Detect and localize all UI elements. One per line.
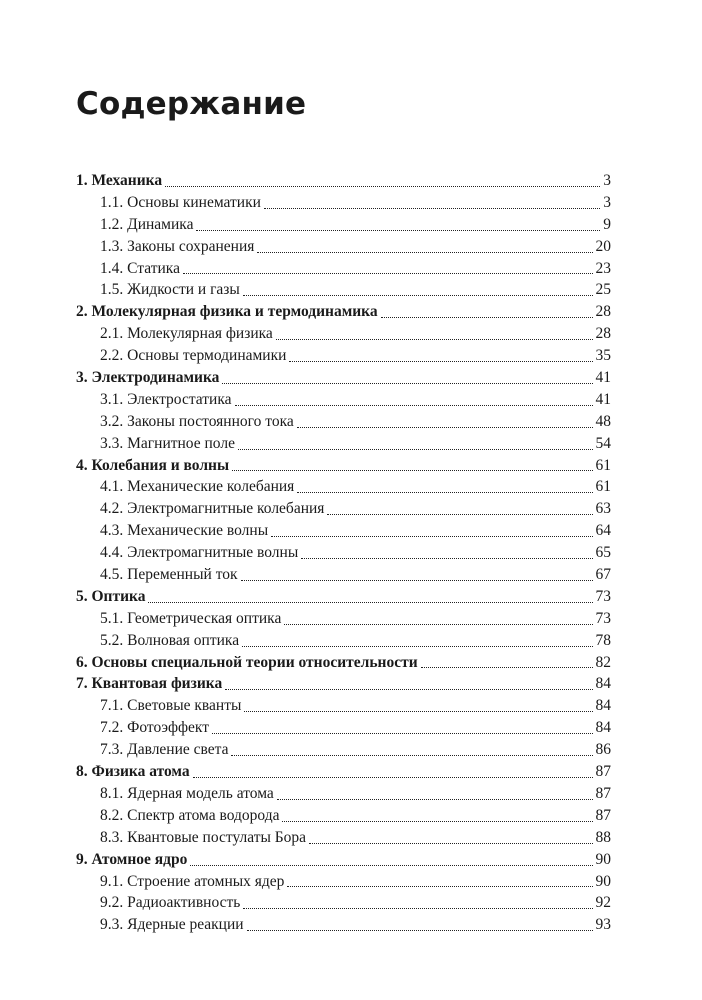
dot-leader	[243, 907, 592, 909]
toc-page-number: 87	[595, 763, 611, 781]
toc-entry-title: 3. Электродинамика	[76, 369, 220, 387]
toc-section-entry[interactable]	[76, 520, 611, 542]
toc-entry-title: 1.2. Динамика	[100, 215, 194, 233]
toc-entry-title: 1. Механика	[76, 172, 163, 189]
toc-entry-title: 1.4. Статика	[100, 259, 180, 277]
toc-entry-title: 8.2. Спектр атома водорода	[100, 806, 280, 824]
toc-chapter-entry[interactable]	[76, 367, 611, 389]
toc-page-number: 84	[595, 675, 611, 693]
toc-section-entry[interactable]	[76, 564, 611, 586]
toc-entry-title: 4.3. Механические волны	[100, 522, 269, 540]
dot-leader	[282, 820, 592, 822]
toc-section-entry[interactable]	[76, 389, 611, 411]
toc-section-entry[interactable]	[76, 433, 611, 455]
toc-section-entry[interactable]	[76, 236, 611, 258]
toc-chapter-entry[interactable]	[76, 170, 611, 192]
dot-leader	[284, 623, 592, 625]
toc-page-number: 87	[595, 806, 611, 824]
toc-page-number: 92	[595, 894, 611, 912]
toc-page-number: 73	[595, 587, 611, 605]
toc-entry-title: 7. Квантовая физика	[76, 675, 223, 693]
dot-leader	[241, 579, 593, 581]
toc-section-entry[interactable]	[76, 192, 611, 214]
toc-section-entry[interactable]	[76, 630, 611, 652]
toc-entry-title: 3.3. Магнитное поле	[100, 434, 235, 452]
toc-section-entry[interactable]	[76, 214, 611, 236]
toc-page-number: 61	[595, 456, 611, 474]
dot-leader	[301, 557, 592, 559]
toc-page-number: 64	[595, 522, 611, 540]
toc-entry-title: 5.1. Геометрическая оптика	[100, 609, 282, 627]
toc-page-number: 25	[595, 281, 611, 299]
toc-page-number: 73	[595, 609, 611, 627]
toc-entry-title: 3.1. Электростатика	[100, 390, 232, 408]
toc-entry-title: 8.1. Ядерная модель атома	[100, 784, 274, 802]
dot-leader	[271, 535, 592, 537]
toc-section-entry[interactable]	[76, 827, 611, 849]
toc-chapter-entry[interactable]	[76, 586, 611, 608]
toc-entry-title: 1.3. Законы сохранения	[100, 237, 255, 255]
dot-leader	[235, 404, 593, 406]
dot-leader	[165, 185, 600, 187]
toc-page-number: 65	[595, 544, 611, 562]
toc-entry-title: 8. Физика атома	[76, 763, 190, 781]
dot-leader	[257, 251, 592, 253]
table-of-contents	[76, 170, 611, 936]
toc-section-entry[interactable]	[76, 871, 611, 893]
toc-section-entry[interactable]	[76, 717, 611, 739]
toc-page-number: 90	[595, 850, 611, 868]
toc-page-number: 78	[595, 631, 611, 649]
toc-entry-title: 5. Оптика	[76, 587, 146, 605]
toc-section-entry[interactable]	[76, 695, 611, 717]
toc-entry-title: 6. Основы специальной теории относительности	[76, 653, 418, 671]
toc-entry-title: 3.2. Законы постоянного тока	[100, 412, 294, 430]
toc-page-number: 48	[595, 412, 611, 430]
toc-page-number: 9	[603, 215, 611, 233]
dot-leader	[212, 732, 593, 734]
toc-page-number: 28	[595, 325, 611, 343]
page-title: Содержание	[76, 86, 307, 122]
dot-leader	[276, 338, 593, 340]
toc-entry-title: 9.3. Ядерные реакции	[100, 916, 244, 934]
toc-section-entry[interactable]	[76, 542, 611, 564]
toc-page-number: 67	[595, 566, 611, 584]
toc-section-entry[interactable]	[76, 608, 611, 630]
toc-chapter-entry[interactable]	[76, 761, 611, 783]
dot-leader	[244, 710, 592, 712]
toc-page-number: 54	[595, 434, 611, 452]
dot-leader	[243, 294, 593, 296]
toc-section-entry[interactable]	[76, 892, 611, 914]
dot-leader	[183, 272, 593, 274]
toc-section-entry[interactable]	[76, 258, 611, 280]
toc-page-number: 84	[595, 697, 611, 715]
toc-section-entry[interactable]	[76, 411, 611, 433]
toc-entry-title: 9. Атомное ядро	[76, 850, 188, 868]
toc-page-number: 61	[595, 478, 611, 496]
dot-leader	[148, 601, 592, 603]
toc-page-number: 3	[603, 172, 611, 189]
toc-entry-title: 7.2. Фотоэффект	[100, 719, 209, 737]
dot-leader	[381, 316, 593, 318]
toc-page-number: 93	[595, 916, 611, 934]
toc-section-entry[interactable]	[76, 739, 611, 761]
toc-page-number: 23	[595, 259, 611, 277]
toc-page-number: 90	[595, 872, 611, 890]
toc-chapter-entry[interactable]	[76, 673, 611, 695]
dot-leader	[264, 207, 600, 209]
dot-leader	[247, 929, 593, 931]
toc-entry-title: 4.2. Электромагнитные колебания	[100, 500, 325, 518]
dot-leader	[421, 666, 593, 668]
toc-entry-title: 8.3. Квантовые постулаты Бора	[100, 828, 307, 846]
toc-entry-title: 9.1. Строение атомных ядер	[100, 872, 285, 890]
toc-page-number: 41	[595, 390, 611, 408]
toc-entry-title: 4.1. Механические колебания	[100, 478, 295, 496]
dot-leader	[225, 688, 592, 690]
dot-leader	[196, 229, 600, 231]
toc-page-number: 3	[603, 193, 611, 211]
dot-leader	[193, 776, 593, 778]
toc-entry-title: 2.1. Молекулярная физика	[100, 325, 273, 343]
dot-leader	[327, 513, 592, 515]
toc-chapter-entry[interactable]	[76, 301, 611, 323]
dot-leader	[297, 426, 593, 428]
toc-chapter-entry[interactable]	[76, 652, 611, 674]
toc-entry-title: 4.4. Электромагнитные волны	[100, 544, 299, 562]
toc-page-number: 82	[595, 653, 611, 671]
toc-entry-title: 2. Молекулярная физика и термодинамика	[76, 303, 378, 321]
toc-section-entry[interactable]	[76, 476, 611, 498]
toc-entry-title: 7.1. Световые кванты	[100, 697, 242, 715]
dot-leader	[277, 798, 593, 800]
toc-page-number: 88	[595, 828, 611, 846]
dot-leader	[231, 754, 592, 756]
toc-entry-title: 1.5. Жидкости и газы	[100, 281, 240, 299]
toc-page-number: 63	[595, 500, 611, 518]
toc-entry-title: 4.5. Переменный ток	[100, 566, 238, 584]
toc-page-number: 20	[595, 237, 611, 255]
dot-leader	[289, 360, 592, 362]
toc-section-entry[interactable]	[76, 345, 611, 367]
toc-page-number: 87	[595, 784, 611, 802]
dot-leader	[242, 645, 592, 647]
toc-page-number: 84	[595, 719, 611, 737]
toc-entry-title: 1.1. Основы кинематики	[100, 193, 261, 211]
toc-section-entry[interactable]	[76, 805, 611, 827]
dot-leader	[287, 885, 592, 887]
toc-section-entry[interactable]	[76, 783, 611, 805]
toc-entry-title: 4. Колебания и волны	[76, 456, 230, 474]
toc-section-entry[interactable]	[76, 279, 611, 301]
toc-section-entry[interactable]	[76, 323, 611, 345]
dot-leader	[238, 448, 593, 450]
toc-page-number: 41	[595, 369, 611, 387]
toc-page-number: 86	[595, 741, 611, 759]
toc-page-number: 35	[595, 347, 611, 365]
toc-entry-title: 5.2. Волновая оптика	[100, 631, 240, 649]
toc-section-entry[interactable]	[76, 498, 611, 520]
dot-leader	[232, 469, 592, 471]
dot-leader	[222, 382, 592, 384]
dot-leader	[297, 491, 592, 493]
toc-section-entry[interactable]	[76, 914, 611, 936]
toc-entry-title: 7.3. Давление света	[100, 741, 229, 759]
toc-chapter-entry[interactable]	[76, 849, 611, 871]
toc-entry-title: 9.2. Радиоактивность	[100, 894, 241, 912]
toc-page-number: 28	[595, 303, 611, 321]
dot-leader	[309, 842, 592, 844]
dot-leader	[190, 864, 592, 866]
toc-entry-title: 2.2. Основы термодинамики	[100, 347, 287, 365]
toc-chapter-entry[interactable]	[76, 455, 611, 477]
